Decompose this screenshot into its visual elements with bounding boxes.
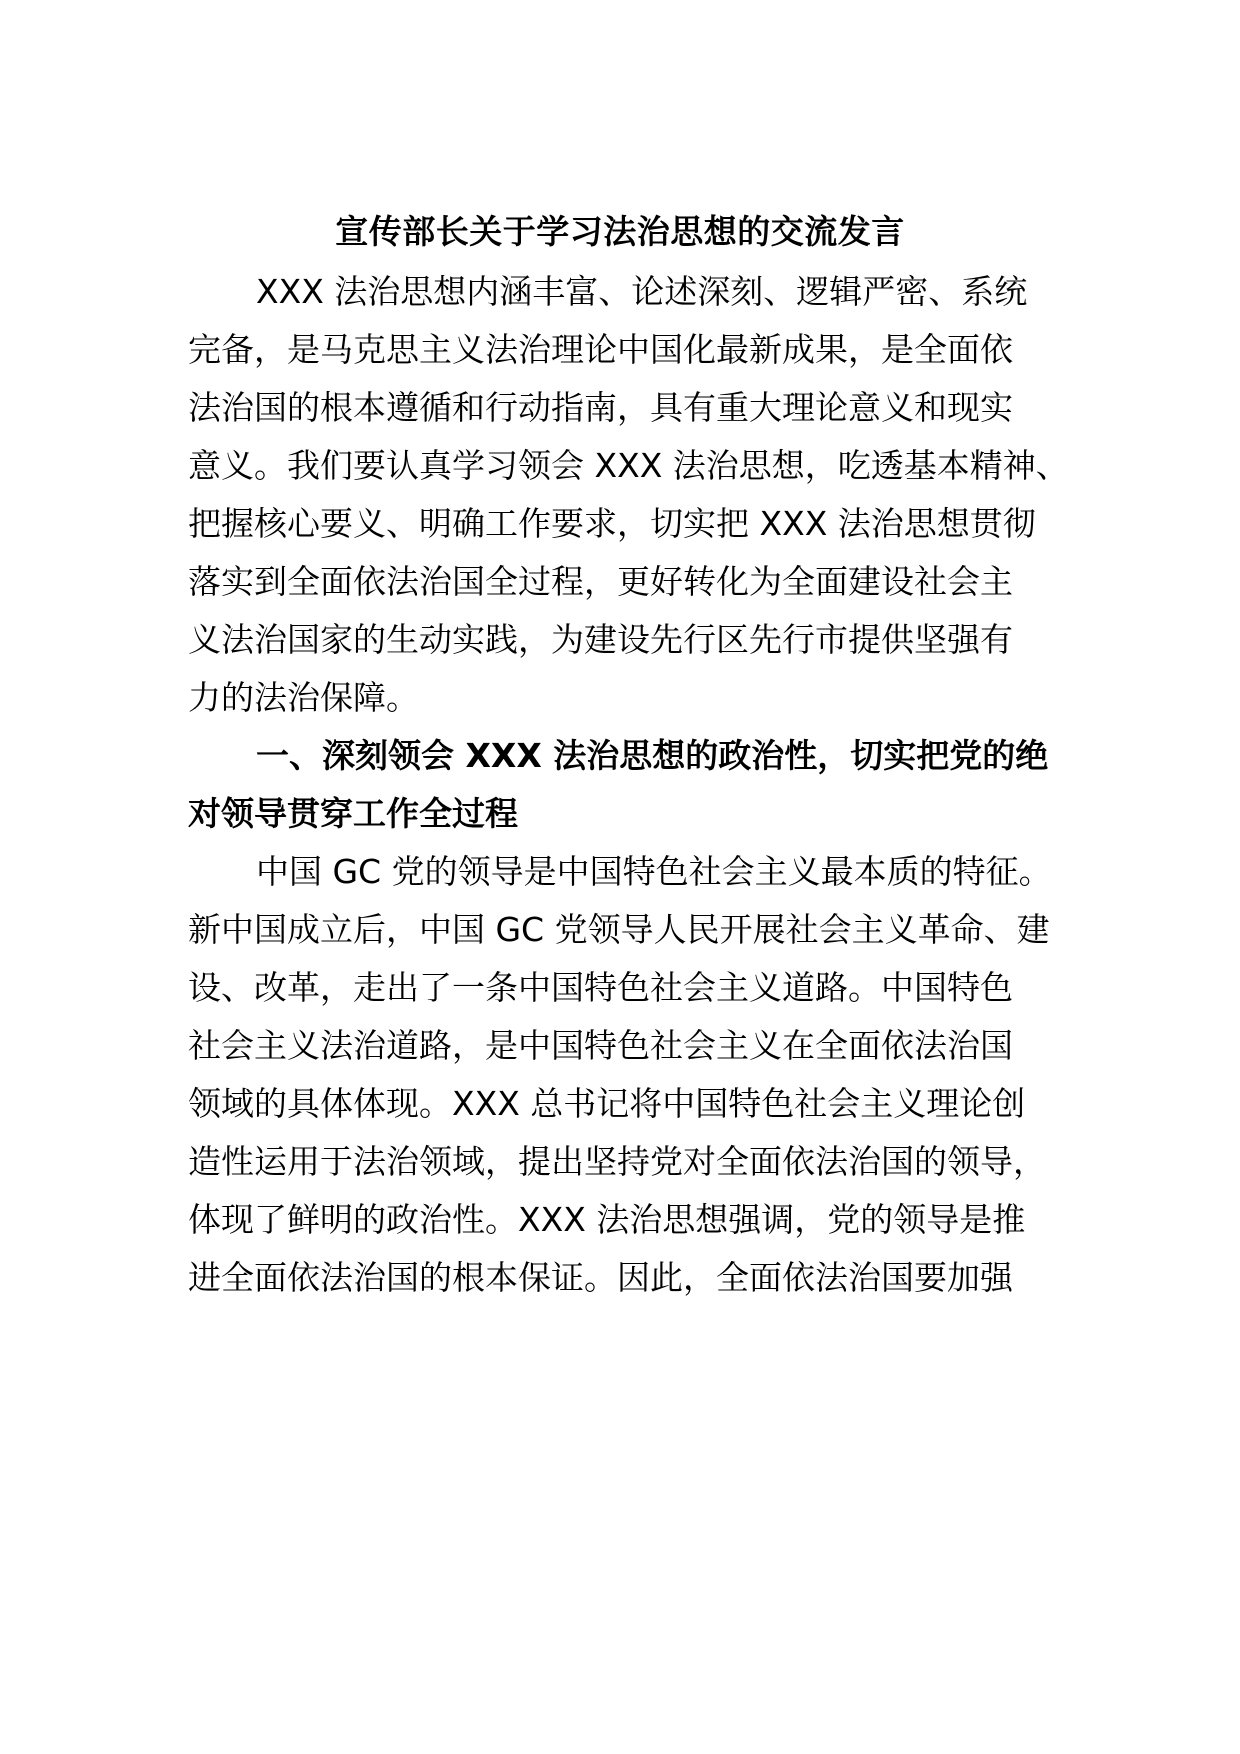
paragraph-2-line-6: 造性运用于法治领域，提出坚持党对全面依法治国的领导， — [188, 1142, 1046, 1181]
paragraph-1-line-6: 落实到全面依法治国全过程，更好转化为全面建设社会主 — [188, 562, 1013, 601]
paragraph-1-line-8: 力的法治保障。 — [188, 678, 419, 717]
document-title: 宣传部长关于学习法治思想的交流发言 — [335, 212, 905, 251]
paragraph-2-line-8: 进全面依法治国的根本保证。因此，全面依法治国要加强 — [188, 1258, 1013, 1297]
paragraph-2-line-5: 领域的具体体现。XXX 总书记将中国特色社会主义理论创 — [188, 1084, 1026, 1123]
paragraph-2-line-7: 体现了鲜明的政治性。XXX 法治思想强调，党的领导是推 — [188, 1200, 1026, 1239]
paragraph-1-line-3: 法治国的根本遵循和行动指南，具有重大理论意义和现实 — [188, 388, 1013, 427]
paragraph-1-line-2: 完备，是马克思主义法治理论中国化最新成果，是全面依 — [188, 330, 1013, 369]
paragraph-1-line-5: 把握核心要义、明确工作要求，切实把 XXX 法治思想贯彻 — [188, 504, 1036, 543]
section-heading-line-1: 一、深刻领会 XXX 法治思想的政治性，切实把党的绝 — [256, 736, 1049, 775]
section-heading-line-2: 对领导贯穿工作全过程 — [188, 794, 518, 833]
paragraph-2-line-3: 设、改革，走出了一条中国特色社会主义道路。中国特色 — [188, 968, 1013, 1007]
paragraph-1-line-4: 意义。我们要认真学习领会 XXX 法治思想，吃透基本精神、 — [188, 446, 1069, 485]
paragraph-2-line-4: 社会主义法治道路，是中国特色社会主义在全面依法治国 — [188, 1026, 1013, 1065]
paragraph-1-line-7: 义法治国家的生动实践，为建设先行区先行市提供坚强有 — [188, 620, 1013, 659]
paragraph-1-line-1: XXX 法治思想内涵丰富、论述深刻、逻辑严密、系统 — [256, 272, 1028, 311]
paragraph-2-line-1: 中国 GC 党的领导是中国特色社会主义最本质的特征。 — [256, 852, 1052, 891]
paragraph-2-line-2: 新中国成立后，中国 GC 党领导人民开展社会主义革命、建 — [188, 910, 1050, 949]
